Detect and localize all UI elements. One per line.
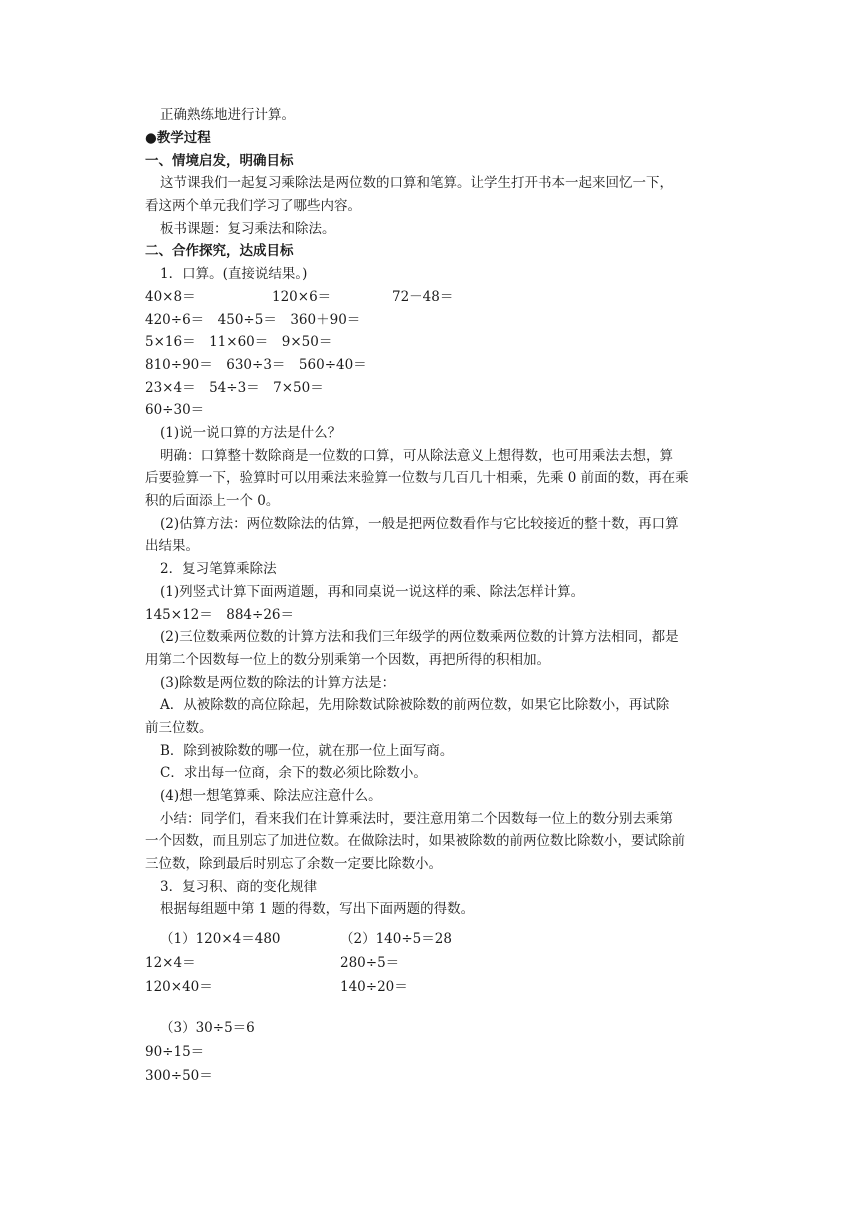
exercise-group-2-item: 140÷20＝ bbox=[340, 979, 408, 995]
text-line: B．除到被除数的哪一位，就在那一位上面写商。 bbox=[160, 743, 454, 759]
section-heading: 一、情境启发，明确目标 bbox=[145, 153, 294, 169]
exercise-group-1-item: 12×4＝ bbox=[145, 955, 196, 971]
section-heading: ●教学过程 bbox=[145, 130, 211, 146]
exercise-group-3-item: 300÷50＝ bbox=[145, 1068, 213, 1084]
text-line: 这节课我们一起复习乘除法是两位数的口算和笔算。让学生打开书本一起来回忆一下， bbox=[160, 175, 673, 191]
exercise-group-1-item: 120×40＝ bbox=[145, 979, 213, 995]
text-line: 根据每组题中第 1 题的得数，写出下面两题的得数。 bbox=[160, 901, 475, 917]
text-line: 积的后面添上一个 0。 bbox=[145, 493, 280, 509]
text-line: 明确：口算整十数除商是一位数的口算，可从除法意义上想得数，也可用乘法去想，算 bbox=[160, 448, 673, 464]
text-line: (2)三位数乘两位数的计算方法和我们三年级学的两位数乘两位数的计算方法相同，都是 bbox=[160, 629, 679, 645]
math-line: 145×12＝ 884÷26＝ bbox=[145, 607, 295, 623]
text-line: 前三位数。 bbox=[145, 720, 213, 736]
text-line: (2)估算方法：两位数除法的估算，一般是把两位数看作与它比较接近的整十数，再口算 bbox=[160, 516, 679, 532]
text-line: (1)列竖式计算下面两道题，再和同桌说一说这样的乘、除法怎样计算。 bbox=[160, 584, 585, 600]
math-line: 420÷6＝ 450÷5＝ 360＋90＝ bbox=[145, 312, 361, 328]
text-line: 看这两个单元我们学习了哪些内容。 bbox=[145, 198, 361, 214]
text-line: (4)想一想笔算乘、除法应注意什么。 bbox=[160, 788, 382, 804]
text-line: 三位数，除到最后时别忘了余数一定要比除数小。 bbox=[145, 856, 442, 872]
text-line: 2．复习笔算乘除法 bbox=[160, 561, 277, 577]
exercise-group-3-title: （3）30÷5＝6 bbox=[160, 1020, 255, 1036]
text-line: 一个因数，而且别忘了加进位数。在做除法时，如果被除数的前两位数比除数小，要试除前 bbox=[145, 833, 685, 849]
text-line: 后要验算一下，验算时可以用乘法来验算一位数与几百几十相乘，先乘 0 前面的数，再在乘 bbox=[145, 470, 689, 486]
text-line: 用第二个因数每一位上的数分别乘第一个因数，再把所得的积相加。 bbox=[145, 652, 550, 668]
text-line: (1)说一说口算的方法是什么？ bbox=[160, 425, 342, 441]
exercise-group-1-title: （1）120×4＝480 bbox=[160, 931, 281, 947]
text-line: 正确熟练地进行计算。 bbox=[160, 107, 295, 123]
exercise-group-2-item: 280÷5＝ bbox=[340, 955, 400, 971]
math-item: 120×6＝ bbox=[272, 289, 332, 305]
math-line: 60÷30＝ bbox=[145, 402, 205, 418]
text-line: 小结：同学们，看来我们在计算乘法时，要注意用第二个因数每一位上的数分别去乘第 bbox=[160, 811, 673, 827]
text-line: 3．复习积、商的变化规律 bbox=[160, 879, 318, 895]
math-line: 5×16＝ 11×60＝ 9×50＝ bbox=[145, 334, 333, 350]
text-line: 1．口算。(直接说结果。) bbox=[160, 266, 308, 282]
text-line: 出结果。 bbox=[145, 538, 199, 554]
text-line: (3)除数是两位数的除法的计算方法是： bbox=[160, 675, 396, 691]
math-item: 72－48＝ bbox=[392, 289, 454, 305]
exercise-group-3-item: 90÷15＝ bbox=[145, 1044, 205, 1060]
math-item: 40×8＝ bbox=[145, 289, 196, 305]
text-line: A．从被除数的高位除起，先用除数试除被除数的前两位数，如果它比除数小，再试除 bbox=[160, 697, 670, 713]
text-line: C．求出每一位商，余下的数必须比除数小。 bbox=[160, 765, 427, 781]
section-heading: 二、合作探究，达成目标 bbox=[145, 243, 294, 259]
math-line: 810÷90＝ 630÷3＝ 560÷40＝ bbox=[145, 357, 367, 373]
exercise-group-2-title: （2）140÷5＝28 bbox=[340, 931, 452, 947]
text-line: 板书课题：复习乘法和除法。 bbox=[160, 221, 336, 237]
math-line: 23×4＝ 54÷3＝ 7×50＝ bbox=[145, 380, 324, 396]
